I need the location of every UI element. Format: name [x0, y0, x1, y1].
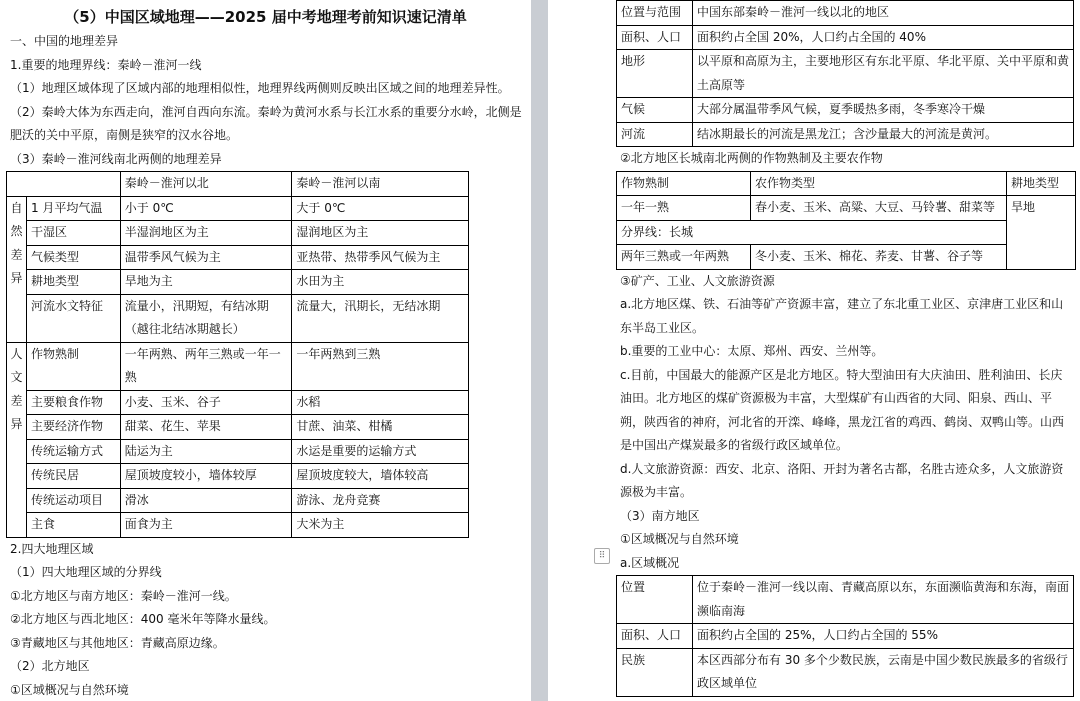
- paragraph: ①区域概况与自然环境: [620, 532, 739, 546]
- table-cell: 游泳、龙舟竞赛: [292, 488, 469, 513]
- table-row: [7, 513, 469, 538]
- table-cell: 水田为主: [292, 270, 469, 295]
- table-row: [617, 25, 1074, 50]
- paragraph: ②北方地区长城南北两侧的作物熟制及主要农作物: [620, 151, 883, 165]
- table-cell: 屋顶坡度较大，墙体较高: [292, 464, 469, 489]
- table-row: [7, 390, 469, 415]
- table-cell: 河流: [617, 122, 693, 147]
- section-heading: 一、中国的地理差异: [10, 34, 119, 48]
- paragraph: c.目前，中国最大的能源产区是北方地区。特大型油田有大庆油田、胜利油田、长庆油田。北方地区的煤矿资源极为丰富，大型煤矿有山西省的大同、阳泉、西山、平朔，陕西省的神府，河北省的开滦、峰峰，黑龙江省的鸡西、鹤岗、双鸭山等。山西是中国出产煤炭最多的省级行政区域单位。: [620, 367, 1065, 452]
- table-row: [617, 576, 1074, 624]
- table-row: [7, 172, 469, 197]
- table-cell: 主食: [26, 513, 120, 538]
- table-cell: 位于秦岭－淮河一线以南、青藏高原以东，东面濒临黄海和东海，南面濒临南海: [693, 576, 1074, 624]
- table-cell: 耕地类型: [26, 270, 120, 295]
- paragraph: （3）秦岭－淮河线南北两侧的地理差异: [10, 151, 222, 166]
- table-cell: 半湿润地区为主: [120, 221, 292, 246]
- table-cell: 干湿区: [26, 221, 120, 246]
- table-cell: 面食为主: [120, 513, 292, 538]
- table-row: [7, 196, 469, 221]
- table-cell: 滑冰: [120, 488, 292, 513]
- table-cell: 面积约占全国的 25%，人口约占全国的 55%: [693, 624, 1074, 649]
- paragraph: a.区域概况: [620, 555, 680, 570]
- paragraph: a.北方地区煤、铁、石油等矿产资源丰富，建立了东北重工业区、京津唐工业区和山东半岛工业区。: [620, 297, 1064, 335]
- crop-table: [616, 171, 1076, 270]
- paragraph: （2）北方地区: [10, 659, 90, 673]
- table-cell: 亚热带、热带季风气候为主: [292, 245, 469, 270]
- group-label-human: 人文差异: [7, 342, 27, 537]
- document-page-left: [0, 0, 531, 701]
- table-cell: 大米为主: [292, 513, 469, 538]
- subsection-heading: （3）南方地区: [620, 508, 700, 523]
- table-cell: 面积、人口: [617, 624, 693, 649]
- table-cell: 流量大，汛期长，无结冰期: [292, 294, 469, 342]
- table-row: [617, 98, 1074, 123]
- table-cell: 地形: [617, 50, 693, 98]
- table-row: [7, 415, 469, 440]
- table-cell: 大于 0℃: [292, 196, 469, 221]
- group-label-nature: 自然差异: [7, 196, 27, 342]
- table-cell: 旱地为主: [120, 270, 292, 295]
- table-row: [7, 294, 469, 342]
- table-cell: 位置: [617, 576, 693, 624]
- table-header: 作物熟制: [617, 171, 751, 196]
- table-cell: 1 月平均气温: [26, 196, 120, 221]
- difference-table: [6, 171, 469, 538]
- document-title: （5）中国区域地理——2025 届中考地理考前知识速记清单: [64, 8, 467, 26]
- subsection-heading: 2.四大地理区域: [10, 541, 94, 556]
- table-row: [7, 439, 469, 464]
- table-cell: 一年两熟、两年三熟或一年一熟: [120, 342, 292, 390]
- paragraph: （1）地理区域体现了区域内部的地理相似性，地理界线两侧则反映出区域之间的地理差异性。: [10, 81, 510, 95]
- table-cell: 民族: [617, 648, 693, 696]
- table-cell: 流量小，汛期短，有结冰期（越往北结冰期越长）: [120, 294, 292, 342]
- table-cell: 陆运为主: [120, 439, 292, 464]
- table-cell: 甜菜、花生、苹果: [120, 415, 292, 440]
- table-header: 农作物类型: [751, 171, 1007, 196]
- table-cell: 屋顶坡度较小，墙体较厚: [120, 464, 292, 489]
- table-cell: 水稻: [292, 390, 469, 415]
- paragraph: ①区域概况与自然环境: [10, 682, 129, 697]
- table-row: [617, 196, 1076, 221]
- paragraph: （2）秦岭大体为东西走向，淮河自西向东流。秦岭为黄河水系与长江水系的重要分水岭，北侧是肥沃的关中平原，南侧是狭窄的汉水谷地。: [10, 104, 522, 142]
- table-header: 耕地类型: [1007, 171, 1076, 196]
- table-cell: 甘蔗、油菜、柑橘: [292, 415, 469, 440]
- table-cell: 春小麦、玉米、高粱、大豆、马铃薯、甜菜等: [751, 196, 1007, 221]
- table-cell: 传统民居: [26, 464, 120, 489]
- table-cell: 位置与范围: [617, 1, 693, 26]
- table-header: 秦岭－淮河以北: [120, 172, 292, 197]
- table-cell: 河流水文特征: [26, 294, 120, 342]
- paragraph: ②北方地区与西北地区：400 毫米年等降水量线。: [10, 612, 276, 626]
- table-row: [617, 648, 1074, 696]
- table-cell: 中国东部秦岭－淮河一线以北的地区: [693, 1, 1074, 26]
- paragraph: （1）四大地理区域的分界线: [10, 565, 162, 579]
- table-row: [617, 171, 1076, 196]
- table-cell: 本区西部分布有 30 多个少数民族，云南是中国少数民族最多的省级行政区域单位: [693, 648, 1074, 696]
- table-cell: 冬小麦、玉米、棉花、荞麦、甘薯、谷子等: [751, 245, 1007, 270]
- page-gap: [531, 0, 548, 701]
- table-row: [7, 245, 469, 270]
- table-cell: 气候: [617, 98, 693, 123]
- paragraph: ①北方地区与南方地区：秦岭－淮河一线。: [10, 588, 237, 603]
- table-cell: 面积、人口: [617, 25, 693, 50]
- table-cell: 结冰期最长的河流是黑龙江；含沙量最大的河流是黄河。: [693, 122, 1074, 147]
- north-overview-table: [616, 0, 1074, 147]
- table-cell: 小于 0℃: [120, 196, 292, 221]
- drag-handle-icon[interactable]: ⠿: [594, 548, 610, 564]
- table-row: [7, 464, 469, 489]
- table-row: [7, 488, 469, 513]
- table-row: [7, 342, 469, 390]
- table-row: [617, 122, 1074, 147]
- paragraph: ③矿产、工业、人文旅游资源: [620, 273, 775, 288]
- table-cell: 气候类型: [26, 245, 120, 270]
- paragraph: d.人文旅游资源：西安、北京、洛阳、开封为著名古都，名胜古迹众多，人文旅游资源极为丰富。: [620, 461, 1064, 499]
- table-cell: 温带季风气候为主: [120, 245, 292, 270]
- table-cell: 湿润地区为主: [292, 221, 469, 246]
- subsection-heading: 1.重要的地理界线：秦岭－淮河一线: [10, 57, 202, 72]
- table-cell: 小麦、玉米、谷子: [120, 390, 292, 415]
- table-cell: 大部分属温带季风气候，夏季暖热多雨，冬季寒冷干燥: [693, 98, 1074, 123]
- table-cell: 主要粮食作物: [26, 390, 120, 415]
- paragraph: b.重要的工业中心：太原、郑州、西安、兰州等。: [620, 344, 884, 358]
- table-cell: 以平原和高原为主，主要地形区有东北平原、华北平原、关中平原和黄土高原等: [693, 50, 1074, 98]
- table-cell: 一年两熟到三熟: [292, 342, 469, 390]
- table-header: 秦岭－淮河以南: [292, 172, 469, 197]
- table-cell: 水运是重要的运输方式: [292, 439, 469, 464]
- paragraph: ③青藏地区与其他地区：青藏高原边缘。: [10, 635, 225, 650]
- document-page-right: [548, 0, 1080, 701]
- table-cell: 分界线：长城: [617, 220, 1007, 245]
- table-cell: 作物熟制: [26, 342, 120, 390]
- table-cell: 面积约占全国 20%，人口约占全国的 40%: [693, 25, 1074, 50]
- table-cell: 两年三熟或一年两熟: [617, 245, 751, 270]
- table-cell: 主要经济作物: [26, 415, 120, 440]
- south-overview-table: [616, 575, 1074, 697]
- table-cell: 传统运输方式: [26, 439, 120, 464]
- table-cell: 传统运动项目: [26, 488, 120, 513]
- table-row: [7, 221, 469, 246]
- table-row: [617, 50, 1074, 98]
- table-row: [617, 624, 1074, 649]
- table-row: [7, 270, 469, 295]
- table-row: [617, 1, 1074, 26]
- table-cell: 旱地: [1007, 196, 1076, 270]
- table-cell: 一年一熟: [617, 196, 751, 221]
